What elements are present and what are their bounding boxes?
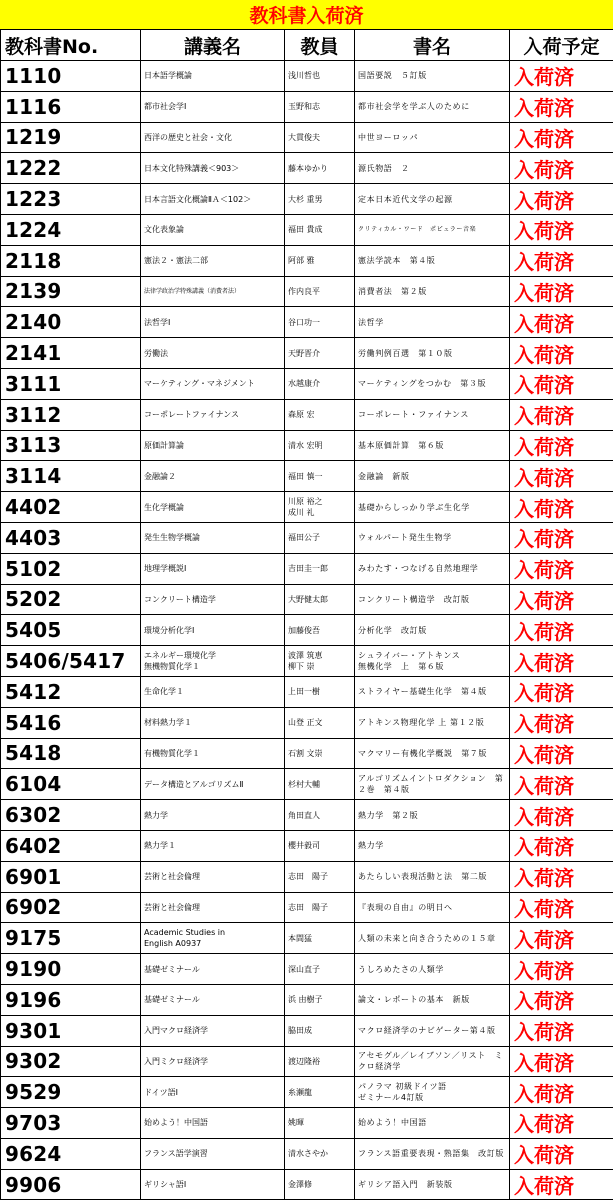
- cell-course-name: 入門ミクロ経済学: [141, 1046, 285, 1077]
- cell-course-name: データ構造とアルゴリズムⅡ: [141, 769, 285, 800]
- cell-textbook-no: 2140: [1, 307, 141, 338]
- cell-status: 入荷済: [510, 399, 613, 430]
- table-row: [1, 646, 613, 677]
- cell-professor: 藤本ゆかり: [285, 153, 355, 184]
- cell-textbook-no: 1116: [1, 91, 141, 122]
- cell-textbook-no: 9529: [1, 1077, 141, 1108]
- cell-textbook-no: 1110: [1, 61, 141, 92]
- table-row: [1, 1108, 613, 1139]
- table-row: [1, 399, 613, 430]
- table-row: [1, 153, 613, 184]
- cell-professor: 渡辺隆裕: [285, 1046, 355, 1077]
- cell-book-title: うしろめたさの人類学: [355, 954, 510, 985]
- cell-professor: 金澤修: [285, 1169, 355, 1200]
- cell-course-name: 基礎ゼミナール: [141, 954, 285, 985]
- cell-book-title: 論文・レポートの基本 新版: [355, 984, 510, 1015]
- cell-status: 入荷済: [510, 338, 613, 369]
- cell-course-name: コンクリート構造学: [141, 584, 285, 615]
- cell-book-title: 源氏物語 ２: [355, 153, 510, 184]
- cell-textbook-no: 5102: [1, 553, 141, 584]
- sheet-title: 教科書入荷済: [0, 0, 613, 29]
- table-row: [1, 522, 613, 553]
- table-row: [1, 769, 613, 800]
- cell-course-name: 労働法: [141, 338, 285, 369]
- cell-course-name: 発生生物学概論: [141, 522, 285, 553]
- cell-professor: 福田 慎一: [285, 461, 355, 492]
- header-no: 教科書No.: [1, 30, 141, 61]
- cell-course-name: 材料熱力学１: [141, 707, 285, 738]
- cell-status: 入荷済: [510, 153, 613, 184]
- cell-professor: 加藤俊吾: [285, 615, 355, 646]
- cell-textbook-no: 3112: [1, 399, 141, 430]
- table-row: [1, 1046, 613, 1077]
- cell-professor: 大野健太郎: [285, 584, 355, 615]
- table-row: [1, 954, 613, 985]
- cell-textbook-no: 2139: [1, 276, 141, 307]
- table-row: [1, 830, 613, 861]
- cell-course-name: 西洋の歴史と社会・文化: [141, 122, 285, 153]
- cell-textbook-no: 4403: [1, 522, 141, 553]
- cell-book-title: 都市社会学を学ぶ人のために: [355, 91, 510, 122]
- cell-textbook-no: 9302: [1, 1046, 141, 1077]
- cell-status: 入荷済: [510, 1015, 613, 1046]
- cell-textbook-no: 9906: [1, 1169, 141, 1200]
- cell-professor: 波澤 筑恵 柳下 崇: [285, 646, 355, 677]
- table-row: [1, 91, 613, 122]
- cell-professor: 作内良平: [285, 276, 355, 307]
- table-row: [1, 61, 613, 92]
- cell-professor: 姚暉: [285, 1108, 355, 1139]
- cell-textbook-no: 2118: [1, 245, 141, 276]
- cell-status: 入荷済: [510, 1169, 613, 1200]
- cell-status: 入荷済: [510, 122, 613, 153]
- cell-book-title: アトキンス物理化学 上 第１２版: [355, 707, 510, 738]
- cell-course-name: 芸術と社会倫理: [141, 892, 285, 923]
- cell-course-name: ギリシャ語Ⅰ: [141, 1169, 285, 1200]
- cell-status: 入荷済: [510, 368, 613, 399]
- cell-status: 入荷済: [510, 184, 613, 215]
- header-row: [1, 30, 613, 61]
- cell-textbook-no: 5416: [1, 707, 141, 738]
- cell-professor: 石割 文崇: [285, 738, 355, 769]
- cell-status: 入荷済: [510, 984, 613, 1015]
- table-row: [1, 338, 613, 369]
- cell-textbook-no: 4402: [1, 492, 141, 523]
- table-row: [1, 1015, 613, 1046]
- cell-course-name: 日本文化特殊講義＜903＞: [141, 153, 285, 184]
- cell-course-name: コーポレートファイナンス: [141, 399, 285, 430]
- table-row: [1, 738, 613, 769]
- cell-textbook-no: 5202: [1, 584, 141, 615]
- header-status: 入荷予定: [510, 30, 613, 61]
- cell-course-name: 熱力学１: [141, 830, 285, 861]
- cell-book-title: アルゴリズムイントロダクション 第２巻 第４版: [355, 769, 510, 800]
- cell-status: 入荷済: [510, 91, 613, 122]
- table-row: [1, 800, 613, 831]
- cell-book-title: 定本日本近代文学の起源: [355, 184, 510, 215]
- table-row: [1, 430, 613, 461]
- cell-professor: 角田直人: [285, 800, 355, 831]
- cell-status: 入荷済: [510, 861, 613, 892]
- cell-course-name: 生命化学１: [141, 676, 285, 707]
- cell-professor: 阿部 雅: [285, 245, 355, 276]
- table-row: [1, 923, 613, 954]
- cell-course-name: 芸術と社会倫理: [141, 861, 285, 892]
- textbook-table: [0, 29, 613, 1200]
- cell-textbook-no: 9703: [1, 1108, 141, 1139]
- cell-professor: 浅川哲也: [285, 61, 355, 92]
- cell-book-title: パノラマ 初級ドイツ語 ゼミナール4訂版: [355, 1077, 510, 1108]
- table-row: [1, 676, 613, 707]
- cell-book-title: マクロ経済学のナビゲーター第４版: [355, 1015, 510, 1046]
- cell-book-title: マクマリー有機化学概説 第７版: [355, 738, 510, 769]
- cell-book-title: みわたす・つなげる自然地理学: [355, 553, 510, 584]
- table-row: [1, 553, 613, 584]
- cell-course-name: 地理学概説Ⅰ: [141, 553, 285, 584]
- cell-professor: 杉村大輔: [285, 769, 355, 800]
- cell-book-title: ストライヤー基礎生化学 第４版: [355, 676, 510, 707]
- table-row: [1, 615, 613, 646]
- cell-textbook-no: 9175: [1, 923, 141, 954]
- table-row: [1, 214, 613, 245]
- cell-status: 入荷済: [510, 769, 613, 800]
- cell-book-title: 熱力学 第２版: [355, 800, 510, 831]
- cell-book-title: あたらしい表現活動と法 第二版: [355, 861, 510, 892]
- cell-book-title: コーポレート・ファイナンス: [355, 399, 510, 430]
- cell-status: 入荷済: [510, 61, 613, 92]
- cell-professor: 深山直子: [285, 954, 355, 985]
- cell-professor: 浜 由樹子: [285, 984, 355, 1015]
- cell-professor: 福田公子: [285, 522, 355, 553]
- cell-textbook-no: 1222: [1, 153, 141, 184]
- cell-professor: 志田 陽子: [285, 861, 355, 892]
- cell-course-name: 生化学概論: [141, 492, 285, 523]
- cell-status: 入荷済: [510, 492, 613, 523]
- cell-course-name: 都市社会学Ⅰ: [141, 91, 285, 122]
- cell-professor: 大貫俊夫: [285, 122, 355, 153]
- cell-book-title: コンクリート構造学 改訂版: [355, 584, 510, 615]
- cell-professor: 谷口功一: [285, 307, 355, 338]
- cell-book-title: 分析化学 改訂版: [355, 615, 510, 646]
- cell-textbook-no: 5412: [1, 676, 141, 707]
- cell-book-title: ギリシア語入門 新装版: [355, 1169, 510, 1200]
- cell-book-title: アセモグル／レイブソン／リスト ミクロ経済学: [355, 1046, 510, 1077]
- cell-course-name: 熱力学: [141, 800, 285, 831]
- cell-professor: 川原 裕之 成川 礼: [285, 492, 355, 523]
- cell-book-title: クリティカル・ワード ポピュラー音楽: [355, 214, 510, 245]
- cell-status: 入荷済: [510, 1077, 613, 1108]
- cell-textbook-no: 9301: [1, 1015, 141, 1046]
- header-course: 講義名: [141, 30, 285, 61]
- cell-professor: 清水 宏明: [285, 430, 355, 461]
- cell-status: 入荷済: [510, 276, 613, 307]
- table-row: [1, 492, 613, 523]
- cell-status: 入荷済: [510, 584, 613, 615]
- cell-textbook-no: 3113: [1, 430, 141, 461]
- cell-textbook-no: 9190: [1, 954, 141, 985]
- cell-status: 入荷済: [510, 892, 613, 923]
- cell-status: 入荷済: [510, 830, 613, 861]
- cell-professor: 福田 貴成: [285, 214, 355, 245]
- cell-book-title: シュライバー・アトキンス 無機化学 上 第６版: [355, 646, 510, 677]
- header-book: 書名: [355, 30, 510, 61]
- cell-course-name: ドイツ語Ⅰ: [141, 1077, 285, 1108]
- cell-book-title: 基礎からしっかり学ぶ生化学: [355, 492, 510, 523]
- cell-course-name: 金融論２: [141, 461, 285, 492]
- cell-course-name: 日本語学概論: [141, 61, 285, 92]
- cell-course-name: 文化表象論: [141, 214, 285, 245]
- cell-course-name: 日本言語文化概論ⅡＡ＜102＞: [141, 184, 285, 215]
- cell-textbook-no: 1224: [1, 214, 141, 245]
- cell-course-name: フランス語学演習: [141, 1138, 285, 1169]
- cell-professor: 吉田圭一郎: [285, 553, 355, 584]
- cell-book-title: 基本原価計算 第６版: [355, 430, 510, 461]
- cell-book-title: 中世ヨーロッパ: [355, 122, 510, 153]
- cell-status: 入荷済: [510, 676, 613, 707]
- cell-course-name: 法哲学Ⅰ: [141, 307, 285, 338]
- cell-status: 入荷済: [510, 646, 613, 677]
- cell-status: 入荷済: [510, 461, 613, 492]
- cell-textbook-no: 1219: [1, 122, 141, 153]
- cell-book-title: フランス語重要表現・熟語集 改訂版: [355, 1138, 510, 1169]
- cell-status: 入荷済: [510, 800, 613, 831]
- table-row: [1, 707, 613, 738]
- cell-professor: 志田 陽子: [285, 892, 355, 923]
- cell-course-name: 憲法２・憲法二部: [141, 245, 285, 276]
- cell-textbook-no: 9196: [1, 984, 141, 1015]
- cell-course-name: 基礎ゼミナール: [141, 984, 285, 1015]
- cell-book-title: 消費者法 第２版: [355, 276, 510, 307]
- table-row: [1, 984, 613, 1015]
- cell-textbook-no: 1223: [1, 184, 141, 215]
- cell-textbook-no: 9624: [1, 1138, 141, 1169]
- cell-book-title: 熱力学: [355, 830, 510, 861]
- cell-status: 入荷済: [510, 954, 613, 985]
- cell-book-title: 法哲学: [355, 307, 510, 338]
- cell-book-title: 労働判例百選 第１０版: [355, 338, 510, 369]
- cell-status: 入荷済: [510, 1138, 613, 1169]
- cell-course-name: 入門マクロ経済学: [141, 1015, 285, 1046]
- table-row: [1, 368, 613, 399]
- cell-professor: 清水さやか: [285, 1138, 355, 1169]
- table-row: [1, 245, 613, 276]
- cell-textbook-no: 6902: [1, 892, 141, 923]
- cell-course-name: 始めよう！中国語: [141, 1108, 285, 1139]
- cell-book-title: 国語要説 ５訂版: [355, 61, 510, 92]
- cell-book-title: 始めよう！中国語: [355, 1108, 510, 1139]
- cell-book-title: ウォルパート発生生物学: [355, 522, 510, 553]
- cell-course-name: 原価計算論: [141, 430, 285, 461]
- cell-status: 入荷済: [510, 214, 613, 245]
- cell-professor: 玉野和志: [285, 91, 355, 122]
- cell-book-title: 憲法学読本 第４版: [355, 245, 510, 276]
- table-row: [1, 861, 613, 892]
- header-professor: 教員: [285, 30, 355, 61]
- table-row: [1, 184, 613, 215]
- table-row: [1, 892, 613, 923]
- cell-status: 入荷済: [510, 245, 613, 276]
- cell-book-title: マーケティングをつかむ 第３版: [355, 368, 510, 399]
- cell-status: 入荷済: [510, 738, 613, 769]
- cell-status: 入荷済: [510, 307, 613, 338]
- cell-textbook-no: 3114: [1, 461, 141, 492]
- table-row: [1, 1138, 613, 1169]
- cell-course-name: 有機物質化学１: [141, 738, 285, 769]
- table-row: [1, 122, 613, 153]
- cell-status: 入荷済: [510, 923, 613, 954]
- cell-course-name: 法律学政治学特殊講義（消費者法）: [141, 276, 285, 307]
- cell-book-title: 人類の未来と向き合うための１５章: [355, 923, 510, 954]
- cell-professor: 櫻井毅司: [285, 830, 355, 861]
- cell-textbook-no: 5405: [1, 615, 141, 646]
- table-row: [1, 307, 613, 338]
- cell-course-name: 環境分析化学Ⅰ: [141, 615, 285, 646]
- cell-status: 入荷済: [510, 1108, 613, 1139]
- table-row: [1, 1077, 613, 1108]
- cell-textbook-no: 5418: [1, 738, 141, 769]
- cell-textbook-no: 5406/5417: [1, 646, 141, 677]
- cell-textbook-no: 6104: [1, 769, 141, 800]
- cell-professor: 森原 宏: [285, 399, 355, 430]
- table-row: [1, 584, 613, 615]
- cell-course-name: Academic Studies in English A0937: [141, 923, 285, 954]
- cell-textbook-no: 3111: [1, 368, 141, 399]
- cell-course-name: エネルギー環境化学 無機物質化学１: [141, 646, 285, 677]
- table-row: [1, 276, 613, 307]
- table-row: [1, 461, 613, 492]
- cell-professor: 上田一樹: [285, 676, 355, 707]
- table-row: [1, 1169, 613, 1200]
- cell-textbook-no: 6402: [1, 830, 141, 861]
- cell-textbook-no: 6901: [1, 861, 141, 892]
- cell-professor: 糸瀬龍: [285, 1077, 355, 1108]
- cell-status: 入荷済: [510, 1046, 613, 1077]
- cell-status: 入荷済: [510, 553, 613, 584]
- cell-book-title: 『表現の自由』の明日へ: [355, 892, 510, 923]
- cell-professor: 山登 正文: [285, 707, 355, 738]
- cell-status: 入荷済: [510, 522, 613, 553]
- cell-professor: 大杉 重男: [285, 184, 355, 215]
- cell-status: 入荷済: [510, 615, 613, 646]
- cell-book-title: 金融論 新版: [355, 461, 510, 492]
- cell-status: 入荷済: [510, 707, 613, 738]
- cell-professor: 水越康介: [285, 368, 355, 399]
- cell-status: 入荷済: [510, 430, 613, 461]
- cell-professor: 本間猛: [285, 923, 355, 954]
- cell-professor: 脇田成: [285, 1015, 355, 1046]
- cell-textbook-no: 2141: [1, 338, 141, 369]
- cell-textbook-no: 6302: [1, 800, 141, 831]
- cell-professor: 天野晋介: [285, 338, 355, 369]
- cell-course-name: マーケティング・マネジメント: [141, 368, 285, 399]
